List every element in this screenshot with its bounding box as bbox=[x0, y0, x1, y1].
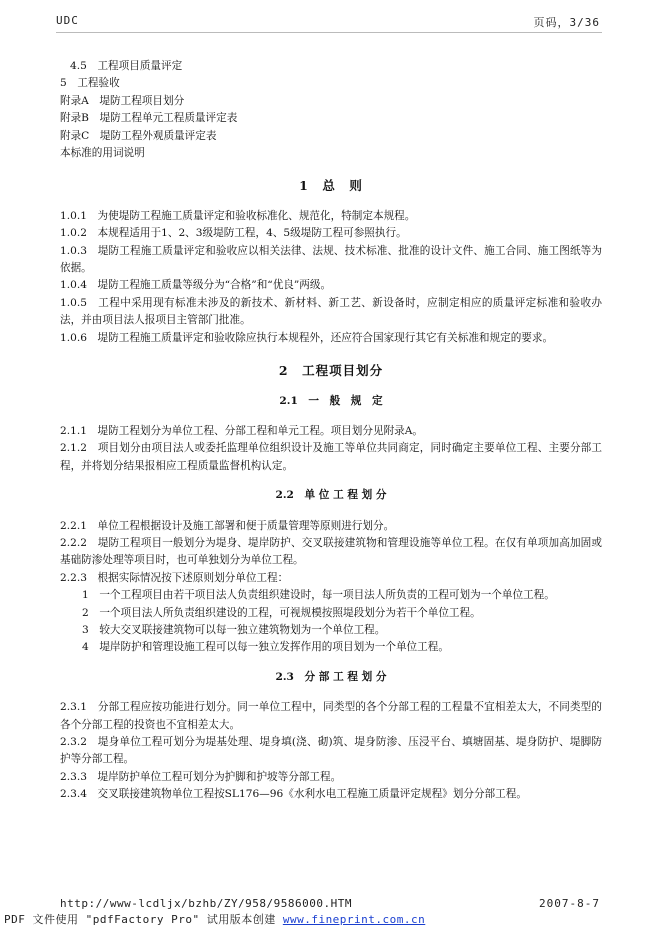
toc-item[interactable]: 附录B 堤防工程单元工程质量评定表 bbox=[60, 112, 238, 125]
list-item: 1 一个工程项目由若干项目法人负责组织建设时，每一项目法人所负责的工程可划为一个单位工程。 bbox=[82, 589, 555, 602]
list-item: 4 堤岸防护和管理设施工程可以每一独立发挥作用的项目划为一个单位工程。 bbox=[82, 641, 449, 654]
clause: 2.1.1 堤防工程划分为单位工程、分部工程和单元工程。项目划分见附录A。 bbox=[60, 424, 424, 437]
toc-item[interactable]: 4.5 工程项目质量评定 bbox=[70, 60, 183, 72]
clause: 1.0.3 堤防工程施工质量评定和验收应以相关法律、法规、技术标准、批准的设计文件、施工合同、施工图纸等为依据。 bbox=[60, 244, 602, 275]
clause: 1.0.6 堤防工程施工质量评定和验收除应执行本规程外，还应符合国家现行其它有关标准和规定的要求。 bbox=[60, 331, 554, 344]
toc-item[interactable]: 附录A 堤防工程项目划分 bbox=[60, 94, 185, 107]
clause: 1.0.1 为使堤防工程施工质量评定和验收标准化、规范化，特制定本规程。 bbox=[60, 209, 416, 222]
header-page-number: 页码，3/36 bbox=[533, 16, 600, 29]
clause: 2.2.3 根据实际情况按下述原则划分单位工程： bbox=[60, 571, 289, 584]
clause: 2.2.1 单位工程根据设计及施工部署和便于质量管理等原则进行划分。 bbox=[60, 519, 395, 532]
footer-date: 2007-8-7 bbox=[539, 897, 600, 910]
list-item: 3 较大交叉联接建筑物可以每一独立建筑物划为一个单位工程。 bbox=[82, 623, 386, 636]
list-item: 2 一个项目法人所负责组织建设的工程，可视规模按照堤段划分为若干个单位工程。 bbox=[82, 606, 481, 619]
toc-item[interactable]: 附录C 堤防工程外观质量评定表 bbox=[60, 129, 217, 142]
header-udc: UDC bbox=[56, 14, 79, 27]
clause: 2.3.3 堤岸防护单位工程可划分为护脚和护坡等分部工程。 bbox=[60, 770, 342, 783]
footer-url[interactable]: http://www-lcdljx/bzhb/ZY/958/9586000.HTM bbox=[60, 897, 353, 910]
clause: 1.0.2 本规程适用于1、2、3级堤防工程，4、5级堤防工程可参照执行。 bbox=[60, 227, 407, 240]
section-2-2-title: 2.2 单 位 工 程 划 分 bbox=[275, 489, 387, 502]
clause: 2.2.2 堤防工程项目一般划分为堤身、堤岸防护、交叉联接建筑物和管理设施等单位工程。在仅有单项加高加固或基础防渗处理等项目时，也可单独划分为单位工程。 bbox=[60, 536, 602, 567]
header-divider bbox=[56, 32, 602, 33]
chapter-1-title: 1 总 则 bbox=[299, 178, 363, 194]
clause: 2.3.2 堤身单位工程可划分为堤基处理、堤身填(浇、砌)筑、堤身防渗、压浸平台、填塘固基、堤身防护、堤脚防护等分部工程。 bbox=[60, 736, 602, 766]
clause: 2.1.2 项目划分由项目法人或委托监理单位组织设计及施工等单位共同商定，同时确定主要单位工程、主要分部工程，并将划分结果报相应工程质量监督机构认定。 bbox=[60, 442, 602, 472]
clause: 2.3.4 交叉联接建筑物单位工程按SL176—96《水利水电工程施工质量评定规程》划分分部工程。 bbox=[60, 788, 527, 801]
document-body bbox=[60, 58, 602, 804]
section-2-3-title: 2.3 分 部 工 程 划 分 bbox=[275, 670, 387, 683]
fineprint-link[interactable]: www.fineprint.com.cn bbox=[282, 913, 426, 926]
toc-item[interactable]: 本标准的用词说明 bbox=[60, 147, 145, 160]
clause: 2.3.1 分部工程应按功能进行划分。同一单位工程中，同类型的各个分部工程的工程量不宜相差太大，不同类型的各个分部工程的投资也不宜相差太大。 bbox=[60, 701, 602, 731]
section-2-1-title: 2.1 一 般 规 定 bbox=[279, 394, 383, 407]
toc-item[interactable]: 5 工程验收 bbox=[60, 77, 120, 90]
pdf-watermark-note bbox=[4, 911, 425, 927]
clause: 1.0.4 堤防工程施工质量等级分为“合格”和“优良”两级。 bbox=[60, 279, 332, 292]
chapter-2-title: 2 工程项目划分 bbox=[278, 363, 384, 379]
clause: 1.0.5 工程中采用现有标准未涉及的新技术、新材料、新工艺、新设备时，应制定相应的质量评定标准和验收办法，并由项目法人报项目主管部门批准。 bbox=[60, 296, 602, 327]
pdf-note-text: PDF 文件使用 "pdfFactory Pro" 试用版本创建 bbox=[4, 913, 283, 926]
table-of-contents bbox=[60, 58, 602, 162]
